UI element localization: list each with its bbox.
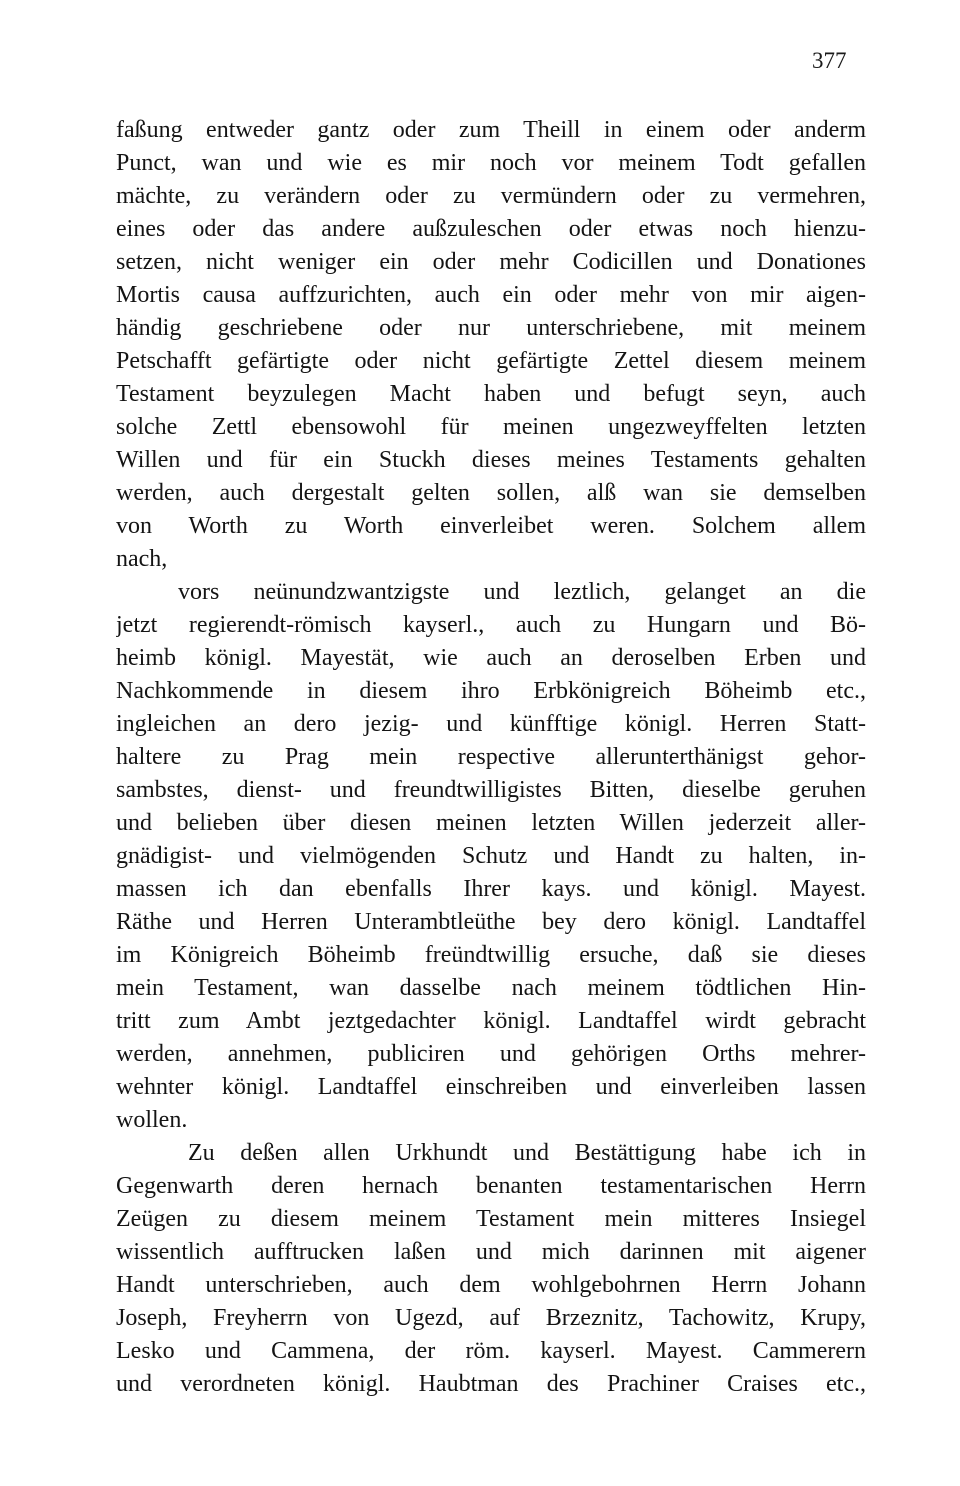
page-number: 377 xyxy=(812,48,847,73)
text-line: eines oder das andere außzuleschen oder etwas noch hienzu- xyxy=(116,216,866,242)
text-line: werden, annehmen, publiciren und gehörigen Orths mehrer- xyxy=(116,1041,866,1067)
text-line: Gegenwarth deren hernach benanten testamentarischen Herrn xyxy=(116,1173,866,1199)
text-line: Testament beyzulegen Macht haben und befugt seyn, auch xyxy=(116,381,866,407)
text-line: Joseph, Freyherrn von Ugezd, auf Brzeznitz, Tachowitz, Krupy, xyxy=(116,1305,866,1331)
text-line: Willen und für ein Stuckh dieses meines Testaments gehalten xyxy=(116,447,866,473)
body-text xyxy=(116,114,866,1401)
text-line: Mortis causa auffzurichten, auch ein oder mehr von mir aigen- xyxy=(116,282,866,308)
paragraph-start-line: vors neünundzwantzigste und leztlich, gelanget an die xyxy=(178,579,866,605)
text-line: sambstes, dienst- und freundtwilligistes Bitten, dieselbe geruhen xyxy=(116,777,866,803)
text-line: wollen. xyxy=(116,1107,188,1133)
text-line: jetzt regierendt-römisch kayserl., auch zu Hungarn und Bö- xyxy=(116,612,866,638)
text-line: mein Testament, wan dasselbe nach meinem tödtlichen Hin- xyxy=(116,975,866,1001)
text-line: Nachkommende in diesem ihro Erbkönigreich Böheimb etc., xyxy=(116,678,866,704)
text-line: von Worth zu Worth einverleibet weren. Solchem allem xyxy=(116,513,866,539)
text-line: ingleichen an dero jezig- und künfftige königl. Herren Statt- xyxy=(116,711,866,737)
text-line: massen ich dan ebenfalls Ihrer kays. und königl. Mayest. xyxy=(116,876,866,902)
text-line: und belieben über diesen meinen letzten Willen jederzeit aller- xyxy=(116,810,866,836)
text-line: faßung entweder gantz oder zum Theill in einem oder anderm xyxy=(116,117,866,143)
text-line: haltere zu Prag mein respective allerunterthänigst gehor- xyxy=(116,744,866,770)
text-line: heimb königl. Mayestät, wie auch an deroselben Erben und xyxy=(116,645,866,671)
paragraph-start-line: Zu deßen allen Urkhundt und Bestättigung habe ich in xyxy=(188,1140,866,1166)
text-line: Punct, wan und wie es mir noch vor meinem Todt gefallen xyxy=(116,150,866,176)
text-line: wissentlich aufftrucken laßen und mich darinnen mit aigener xyxy=(116,1239,866,1265)
text-line: händig geschriebene oder nur unterschriebene, mit meinem xyxy=(116,315,866,341)
text-line: Lesko und Cammena, der röm. kayserl. Mayest. Cammerern xyxy=(116,1338,866,1364)
text-line: solche Zettl ebensowohl für meinen ungezweyffelten letzten xyxy=(116,414,866,440)
text-line: mächte, zu verändern oder zu vermündern oder zu vermehren, xyxy=(116,183,866,209)
text-line: Petschafft gefärtigte oder nicht gefärtigte Zettel diesem meinem xyxy=(116,348,866,374)
text-line: Zeügen zu diesem meinem Testament mein mitteres Insiegel xyxy=(116,1206,866,1232)
text-line: gnädigist- und vielmögenden Schutz und Handt zu halten, in- xyxy=(116,843,866,869)
text-line: und verordneten königl. Haubtman des Prachiner Craises etc., xyxy=(116,1371,866,1397)
text-line: wehnter königl. Landtaffel einschreiben und einverleiben lassen xyxy=(116,1074,866,1100)
text-line: Räthe und Herren Unterambtleüthe bey dero königl. Landtaffel xyxy=(116,909,866,935)
text-line: setzen, nicht weniger ein oder mehr Codicillen und Donationes xyxy=(116,249,866,275)
text-line: Handt unterschrieben, auch dem wohlgebohrnen Herrn Johann xyxy=(116,1272,866,1298)
text-line: im Königreich Böheimb freündtwillig ersuche, daß sie dieses xyxy=(116,942,866,968)
text-line: nach, xyxy=(116,546,168,572)
text-line: werden, auch dergestalt gelten sollen, alß wan sie demselben xyxy=(116,480,866,506)
text-line: tritt zum Ambt jeztgedachter königl. Landtaffel wirdt gebracht xyxy=(116,1008,866,1034)
